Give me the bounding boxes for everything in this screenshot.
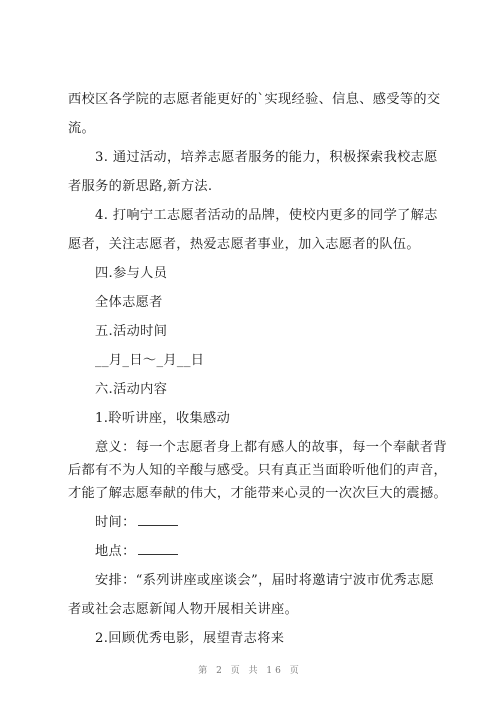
paragraph-line: 愿者，关注志愿者，热爱志愿者事业，加入志愿者的队伍。 (68, 237, 420, 252)
time-label: 时间： (95, 515, 136, 530)
time-field (68, 511, 448, 534)
paragraph-line: 者服务的新思路,新方法. (68, 179, 213, 194)
location-field (68, 540, 448, 563)
paragraph-line: 者或社会志愿新闻人物开展相关讲座。 (68, 602, 299, 617)
time-blank (138, 513, 178, 526)
paragraph-line: 意义：每一个志愿者身上都有感人的故事，每一个奉献者背 (95, 440, 447, 455)
page-footer: 第 2 页 共 16 页 (198, 666, 302, 676)
date-range: __月_日～_月__日 (95, 353, 205, 368)
paragraph-line: 全体志愿者 (95, 295, 163, 310)
location-label: 地点： (95, 544, 136, 559)
paragraph-line: 3. 通过活动，培养志愿者服务的能力，积极探索我校志愿 (95, 150, 438, 165)
location-blank (138, 542, 178, 555)
section-heading: 六.活动内容 (95, 382, 168, 397)
paragraph-line: 才能了解志愿奉献的伟大，才能带来心灵的一次次巨大的震撼。 (68, 486, 448, 501)
paragraph-line: 4. 打响宁工志愿者活动的品牌，使校内更多的同学了解志 (95, 208, 438, 223)
paragraph-line: 后都有不为人知的辛酸与感受。只有真正当面聆听他们的声音， (68, 463, 448, 478)
section-heading: 四.参与人员 (95, 266, 168, 281)
paragraph-line: 流。 (68, 121, 96, 136)
paragraph-line: 安排：“系列讲座或座谈会”，届时将邀请宁波市优秀志愿 (95, 573, 435, 588)
subsection-heading: 1.聆听讲座，收集感动 (95, 411, 231, 426)
subsection-heading: 2.回顾优秀电影，展望青志将来 (95, 631, 285, 646)
document-body (68, 88, 448, 650)
section-heading: 五.活动时间 (95, 324, 168, 339)
paragraph-line: 西校区各学院的志愿者能更好的`实现经验、信息、感受等的交 (68, 92, 441, 107)
